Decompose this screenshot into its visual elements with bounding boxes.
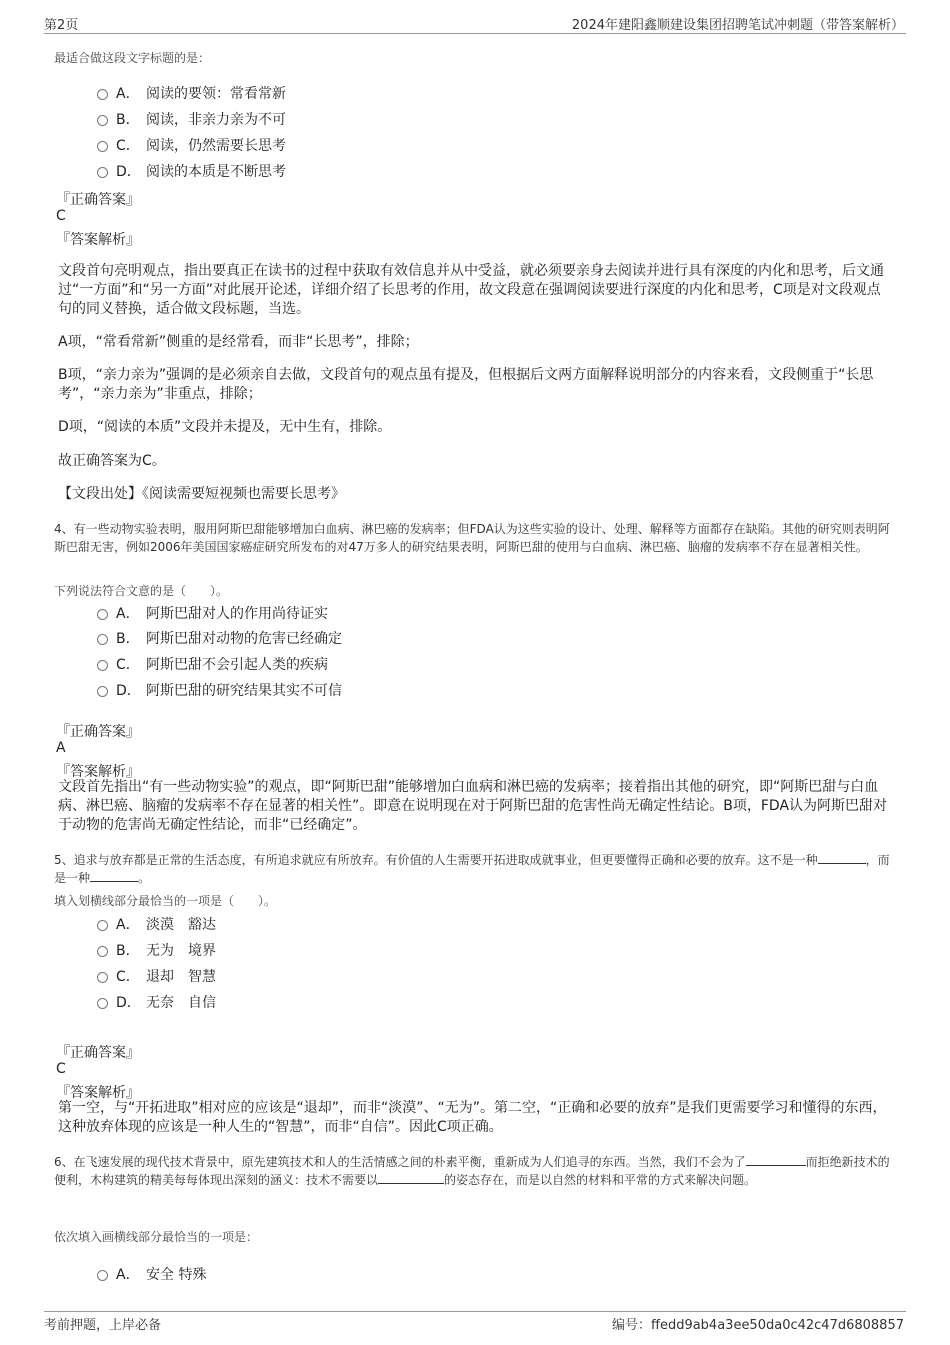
- q3-answer-label: 『正确答案』: [56, 192, 140, 208]
- q3-analysis-paragraph: 文段首句亮明观点，指出要真正在读书的过程中获取有效信息并从中受益，就必须要亲身去阅读并进行具有深度的内化和思考，后文通过“一方面”和“另一方面”对此展开论述，详细介绍了长思考的作用，故文段意在强调阅读要进行深度的内化和思考，C项是对文段观点句的同义替换，适合做文段标题，当选。: [58, 263, 884, 317]
- q4-answer-label: 『正确答案』: [56, 724, 140, 740]
- q4-option-a[interactable]: A． 阿斯巴甜对人的作用尚待证实: [97, 603, 328, 623]
- q4-option-d[interactable]: D． 阿斯巴甜的研究结果其实不可信: [97, 680, 342, 700]
- q6-prompt: 依次填入画横线部分最恰当的一项是：: [54, 1230, 259, 1244]
- q4-option-c[interactable]: C． 阿斯巴甜不会引起人类的疾病: [97, 654, 328, 674]
- q3-option-b[interactable]: B． 阅读，非亲力亲为不可: [97, 109, 286, 129]
- document-id: 编号：ffedd9ab4a3ee50da0c42c47d6808857: [611, 1318, 904, 1333]
- radio-icon[interactable]: [97, 167, 108, 178]
- q4-option-b[interactable]: B． 阿斯巴甜对动物的危害已经确定: [97, 628, 342, 648]
- q5-option-b[interactable]: B． 无为 境界: [97, 940, 216, 960]
- radio-icon[interactable]: [97, 141, 108, 152]
- radio-icon[interactable]: [97, 634, 108, 645]
- q4-answer: A: [56, 740, 66, 756]
- radio-icon[interactable]: [97, 686, 108, 697]
- q5-option-c[interactable]: C． 退却 智慧: [97, 966, 216, 986]
- q4-analysis-label: 『答案解析』: [56, 764, 140, 780]
- radio-icon[interactable]: [97, 998, 108, 1009]
- footer-divider: [44, 1311, 906, 1312]
- q5-analysis-label: 『答案解析』: [56, 1085, 140, 1101]
- q6-stem: 6、在飞速发展的现代技术背景中，原先建筑技术和人的生活情感之间的朴素平衡，重新成为人们追寻的东西。当然，我们不会为了 而拒绝新技术的便利，木构建筑的精美每每体现出深刻的涵义：技术不需要以 的姿态存在，而是以自然的材料和平常的方式来解决问题。: [54, 1155, 890, 1187]
- radio-icon[interactable]: [97, 1270, 108, 1281]
- radio-icon[interactable]: [97, 115, 108, 126]
- q4-stem: 4、有一些动物实验表明，服用阿斯巴甜能够增加白血病、淋巴癌的发病率；但FDA认为这些实验的设计、处理、解释等方面都存在缺陷。其他的研究则表明阿斯巴甜无害，例如2006年美国国家癌症研究所发布的对47万多人的研究结果表明，阿斯巴甜的使用与白血病、淋巴癌、脑瘤的发病率不存在显著相关性。: [54, 522, 890, 554]
- page-number: 第2页: [44, 18, 79, 33]
- q5-stem: 5、追求与放弃都是正常的生活态度，有所追求就应有所放弃。有价值的人生需要开拓进取成就事业，但更要懂得正确和必要的放弃。这不是一种 ，而是一种 。: [54, 853, 890, 885]
- radio-icon[interactable]: [97, 660, 108, 671]
- q3-analysis-paragraph: A项，“常看常新”侧重的是经常看，而非“长思考”，排除；: [58, 334, 419, 350]
- q3-answer: C: [56, 208, 66, 224]
- radio-icon[interactable]: [97, 972, 108, 983]
- footer-slogan: 考前押题，上岸必备: [44, 1318, 162, 1333]
- blank-2: [378, 1171, 444, 1184]
- q5-prompt: 填入划横线部分最恰当的一项是（ ）。: [54, 894, 277, 908]
- q6-option-a[interactable]: A． 安全 特殊: [97, 1264, 206, 1284]
- q4-analysis: 文段首先指出“有一些动物实验”的观点，即“阿斯巴甜”能够增加白血病和淋巴癌的发病率；接着指出其他的研究，即“阿斯巴甜与白血病、淋巴癌、脑瘤的发病率不存在显著的相关性”。即意在说明现在对于阿斯巴甜的危害性尚无确定性结论。B项，FDA认为阿斯巴甜对于动物的危害尚无确定性结论，而非“已经确定”。: [58, 779, 888, 833]
- q5-option-d[interactable]: D． 无奈 自信: [97, 992, 216, 1012]
- q5-answer: C: [56, 1061, 66, 1077]
- q3-analysis-paragraph: B项，“亲力亲为”强调的是必须亲自去做，文段首句的观点虽有提及，但根据后文两方面解释说明部分的内容来看，文段侧重于“长思考”，“亲力亲为”非重点，排除；: [58, 367, 874, 402]
- radio-icon[interactable]: [97, 89, 108, 100]
- radio-icon[interactable]: [97, 946, 108, 957]
- q3-option-a[interactable]: A． 阅读的要领：常看常新: [97, 83, 286, 103]
- blank-1: [746, 1153, 806, 1166]
- q3-analysis-paragraph: D项，“阅读的本质”文段并未提及，无中生有，排除。: [58, 419, 392, 435]
- q3-analysis-label: 『答案解析』: [56, 232, 140, 248]
- q3-option-d[interactable]: D． 阅读的本质是不断思考: [97, 161, 286, 181]
- header-divider: [44, 33, 906, 34]
- document-title: 2024年建阳鑫顺建设集团招聘笔试冲刺题（带答案解析）: [571, 18, 904, 33]
- blank-1: [818, 851, 866, 864]
- q4-prompt: 下列说法符合文意的是（ ）。: [54, 584, 229, 598]
- q3-analysis-paragraph: 故正确答案为C。: [58, 453, 166, 469]
- q5-analysis: 第一空，与“开拓进取”相对应的应该是“退却”，而非“淡漠”、“无为”。第二空，“正确和必要的放弃”是我们更需要学习和懂得的东西，这种放弃体现的应该是一种人生的“智慧”，而非“自信”。因此C项正确。: [58, 1100, 887, 1135]
- q5-answer-label: 『正确答案』: [56, 1045, 140, 1061]
- q3-prompt: 最适合做这段文字标题的是：: [54, 51, 211, 65]
- q5-option-a[interactable]: A． 淡漠 豁达: [97, 914, 216, 934]
- q3-option-c[interactable]: C． 阅读，仍然需要长思考: [97, 135, 286, 155]
- q3-source: 【文段出处】《阅读需要短视频也需要长思考》: [58, 486, 345, 502]
- radio-icon[interactable]: [97, 920, 108, 931]
- radio-icon[interactable]: [97, 609, 108, 620]
- blank-2: [90, 869, 138, 882]
